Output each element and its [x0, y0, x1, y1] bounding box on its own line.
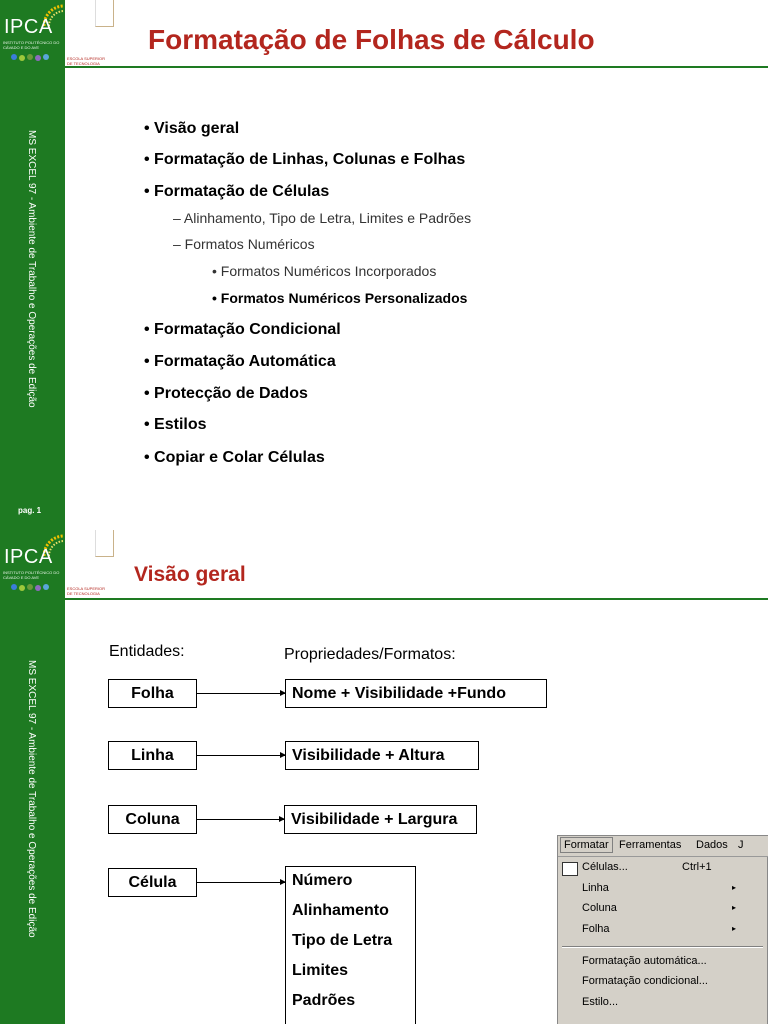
bullet-item: • Protecção de Dados — [144, 385, 308, 402]
arrow-connector — [197, 693, 285, 694]
menu-shortcut: Ctrl+1 — [682, 861, 712, 873]
bullet-item: • Copiar e Colar Células — [144, 449, 325, 466]
sub-bullet-item: – Alinhamento, Tipo de Letra, Limites e Padrões — [173, 210, 472, 226]
menu-item-formatacao-condicional[interactable]: Formatação condicional... — [582, 975, 708, 987]
sub-sub-bullet-item: • Formatos Numéricos Personalizados — [212, 290, 468, 306]
menu-janela[interactable]: J — [738, 839, 744, 851]
corner-mark — [95, 530, 114, 557]
menu-item-formatacao-automatica[interactable]: Formatação automática... — [582, 955, 707, 967]
submenu-arrow-icon: ▸ — [732, 903, 737, 912]
sidebar-vertical-text: MS EXCEL 97 - Ambiente de Trabalho e Operações de Edição — [26, 660, 37, 938]
arrow-connector — [197, 819, 284, 820]
cell-property-tipo-letra: Tipo de Letra — [292, 932, 393, 949]
entity-box-folha: Folha — [108, 679, 197, 708]
page-number: pag. 1 — [18, 506, 42, 515]
logo-text: IPCA — [4, 16, 53, 38]
ipca-logo — [0, 530, 65, 598]
property-box-linha: Visibilidade + Altura — [285, 741, 479, 770]
menu-dados[interactable]: Dados — [696, 839, 728, 851]
properties-label: Propriedades/Formatos: — [284, 646, 456, 663]
logo-text: IPCA — [4, 546, 53, 568]
menu-formatar[interactable]: Formatar — [560, 837, 613, 853]
submenu-arrow-icon: ▸ — [732, 883, 737, 892]
bullet-item: • Estilos — [144, 416, 207, 433]
cell-property-alinhamento: Alinhamento — [292, 902, 389, 919]
arrow-connector — [197, 882, 285, 883]
menu-bar — [558, 836, 768, 857]
corner-mark-line — [113, 0, 114, 26]
menu-item-celulas[interactable]: Células... — [582, 861, 628, 873]
format-menu — [557, 835, 768, 1024]
menu-item-coluna[interactable]: Coluna — [582, 902, 617, 914]
menu-item-estilo[interactable]: Estilo... — [582, 996, 619, 1008]
title-divider — [65, 598, 768, 600]
sidebar-vertical-text: MS EXCEL 97 - Ambiente de Trabalho e Operações de Edição — [26, 130, 37, 408]
cell-property-numero: Número — [292, 872, 353, 889]
entities-label: Entidades: — [109, 643, 185, 660]
logo-subtitle: INSTITUTO POLITÉCNICO DO CÁVADO E DO AVE — [3, 570, 60, 580]
entity-box-celula: Célula — [108, 868, 197, 897]
arrow-connector — [197, 755, 285, 756]
submenu-arrow-icon: ▸ — [732, 924, 737, 933]
property-box-celula — [285, 866, 416, 1024]
property-box-folha: Nome + Visibilidade +Fundo — [285, 679, 547, 708]
menu-ferramentas[interactable]: Ferramentas — [619, 839, 682, 851]
bullet-item: • Visão geral — [144, 120, 240, 137]
corner-mark — [95, 0, 114, 27]
bullet-item: • Formatação Condicional — [144, 321, 341, 338]
format-cells-icon — [562, 862, 578, 876]
entity-box-linha: Linha — [108, 741, 197, 770]
cell-property-padroes: Padrões — [292, 992, 356, 1009]
slide-2 — [0, 530, 768, 1024]
logo-dots-icon — [6, 52, 56, 62]
bullet-item: • Formatação Automática — [144, 353, 336, 370]
menu-separator — [562, 946, 763, 948]
entity-box-coluna: Coluna — [108, 805, 197, 834]
logo-subtitle: INSTITUTO POLITÉCNICO DO CÁVADO E DO AVE — [3, 40, 60, 50]
ipca-logo — [0, 0, 65, 68]
school-tag: ESCOLA SUPERIOR DE TECNOLOGIA — [67, 586, 106, 596]
sub-bullet-item: – Formatos Numéricos — [173, 236, 315, 252]
corner-mark-line — [113, 530, 114, 556]
bullet-item: • Formatação de Células — [144, 183, 330, 200]
title-divider — [65, 66, 768, 68]
bullet-item: • Formatação de Linhas, Colunas e Folhas — [144, 151, 466, 168]
cell-property-limites: Limites — [292, 962, 349, 979]
property-box-coluna: Visibilidade + Largura — [284, 805, 477, 834]
page-title: Formatação de Folhas de Cálculo — [148, 24, 595, 55]
logo-dots-icon — [6, 582, 56, 592]
school-tag: ESCOLA SUPERIOR DE TECNOLOGIA — [67, 56, 106, 66]
menu-item-folha[interactable]: Folha — [582, 923, 610, 935]
page-title: Visão geral — [134, 563, 246, 586]
sub-sub-bullet-item: • Formatos Numéricos Incorporados — [212, 263, 437, 279]
menu-item-linha[interactable]: Linha — [582, 882, 609, 894]
